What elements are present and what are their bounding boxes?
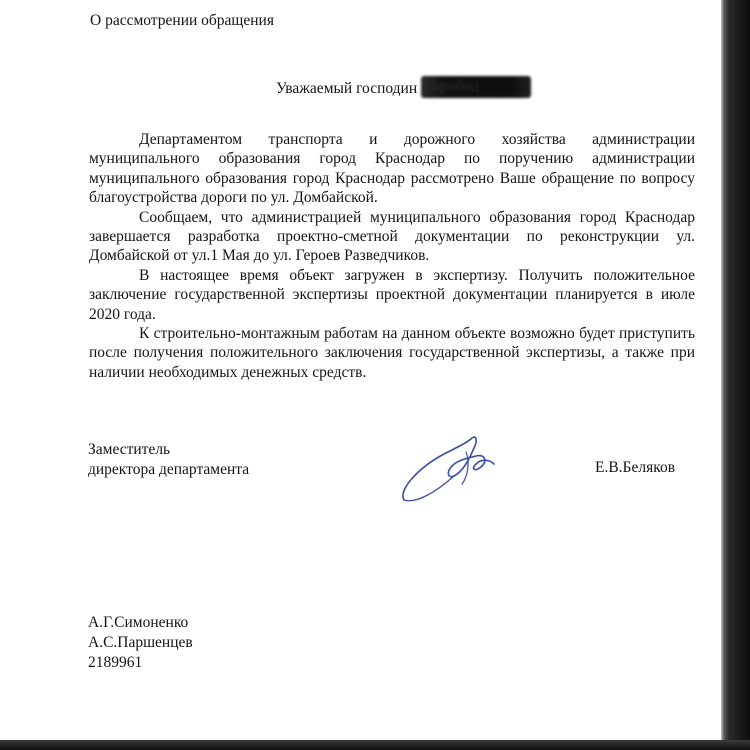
letter-subject: О рассмотрении обращения <box>90 12 274 29</box>
redacted-name-block <box>421 76 531 98</box>
photo-edge-bottom <box>0 740 750 750</box>
photo-edge-right <box>721 0 750 750</box>
body-paragraph: Сообщаем, что администрацией муниципального образования город Краснодар завершается разработка проектно-сметной документации по реконструкции ул. Домбайской от ул.1 Мая до ул. Героев Разведчиков. <box>89 208 695 265</box>
signatory-title <box>88 440 249 480</box>
salutation-text: Уважаемый господин <box>276 80 418 97</box>
salutation-line <box>276 76 531 98</box>
body-paragraph: В настоящее время объект загружен в экспертизу. Получить положительное заключение государственной экспертизы проектной документации планируется в июле 2020 года. <box>89 266 695 323</box>
body-paragraph: Департаментом транспорта и дорожного хозяйства администрации муниципального образования город Краснодар по поручению администрации муниципального образования город Краснодар рассмотрено Ваше обращение по вопросу благоустройства дороги по ул. Домбайской. <box>89 131 695 207</box>
executor-name: А.С.Паршенцев <box>88 634 193 651</box>
handwritten-signature-icon <box>396 432 506 510</box>
executor-name: А.Г.Симоненко <box>88 614 189 631</box>
executors-block <box>88 613 193 673</box>
signatory-name: Е.В.Беляков <box>595 459 676 476</box>
letter-body <box>89 130 695 382</box>
redacted-name-text: Горобец <box>425 78 479 95</box>
signatory-title-line: Заместитель <box>88 441 171 458</box>
signatory-title-line: директора департамента <box>88 461 250 478</box>
executor-phone: 2189961 <box>88 654 143 671</box>
body-paragraph: К строительно-монтажным работам на данном объекте возможно будет приступить после получения положительного заключения государственной экспертизы, а также при наличии необходимых денежных средств. <box>89 325 695 381</box>
